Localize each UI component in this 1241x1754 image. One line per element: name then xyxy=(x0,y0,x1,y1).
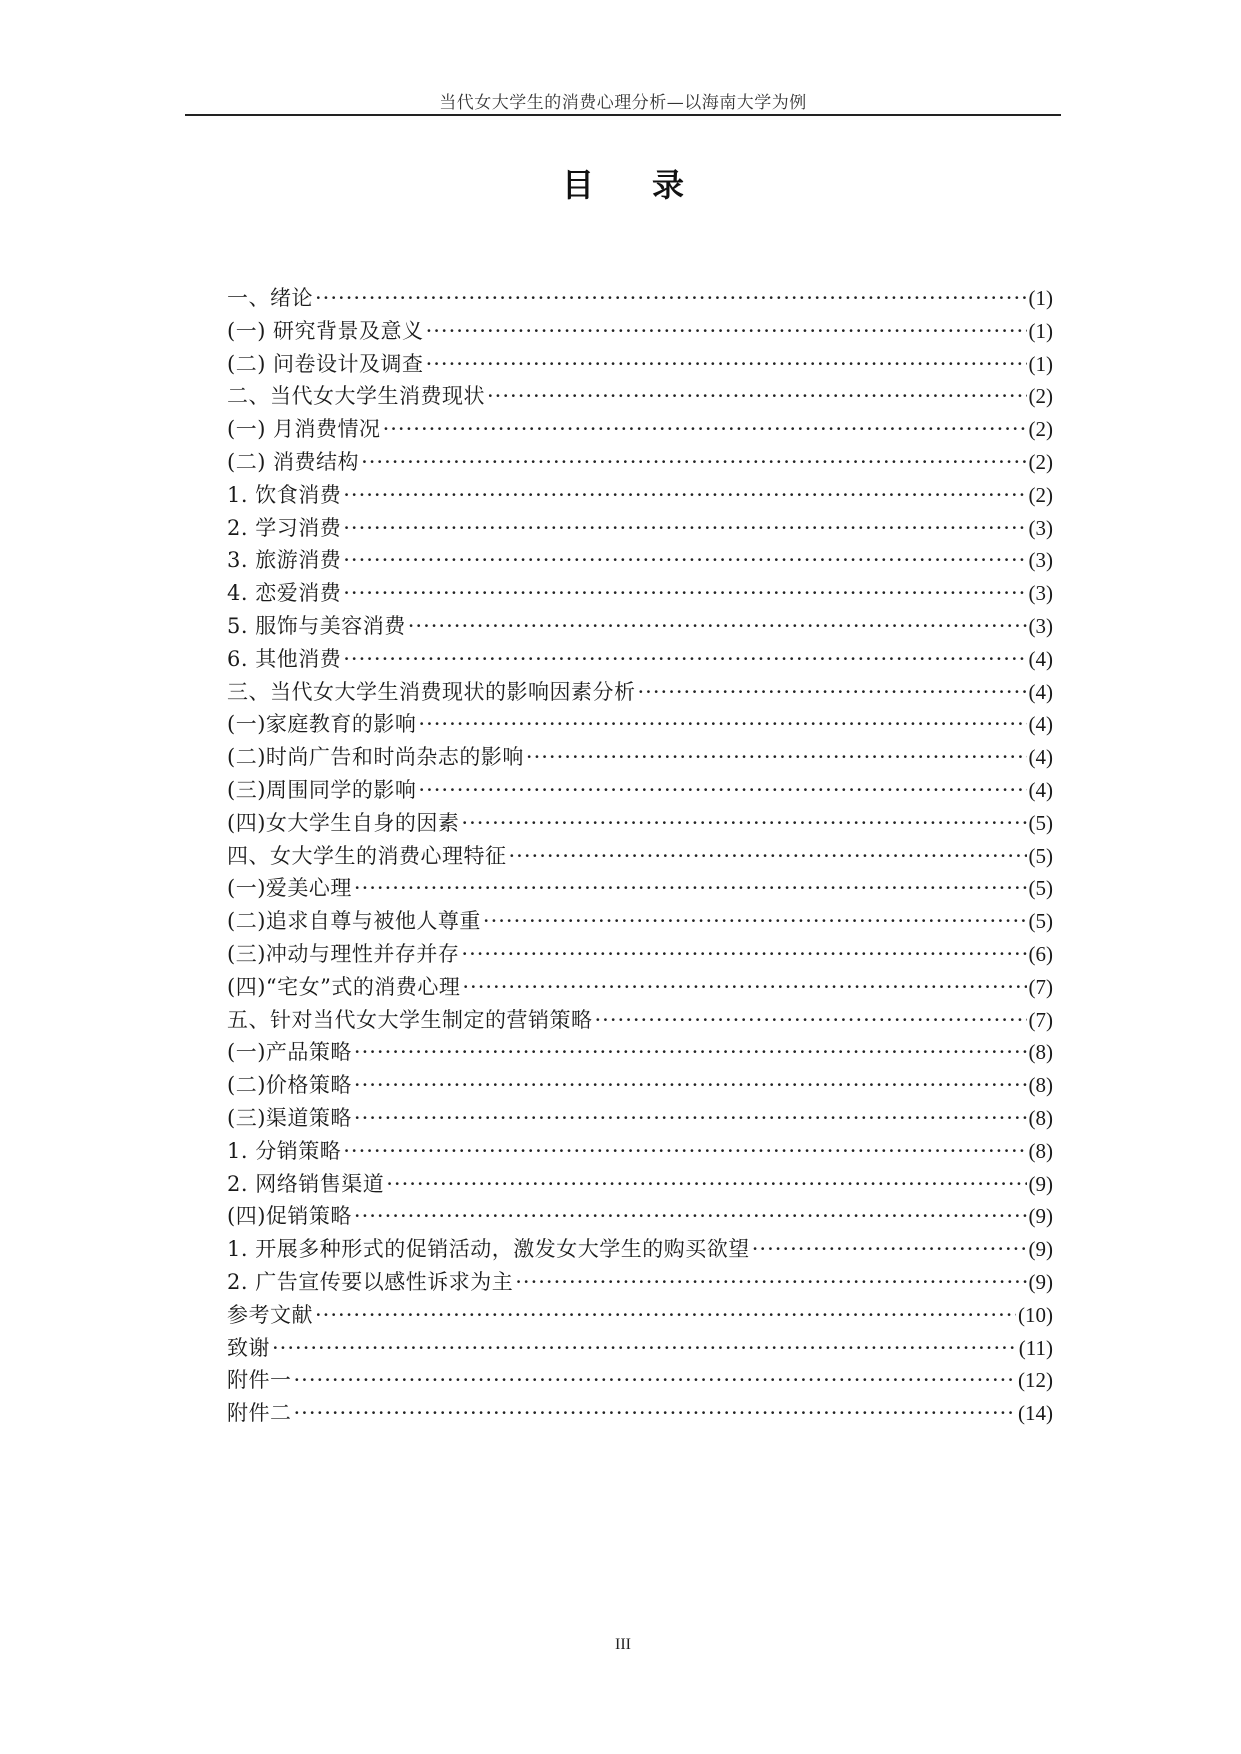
toc-entry-label: 致谢 xyxy=(227,1335,270,1360)
toc-entry[interactable] xyxy=(227,577,1053,610)
running-header-title: 当代女大学生的消费心理分析—以海南大学为例 xyxy=(439,93,807,113)
toc-leader-dots xyxy=(515,1266,1026,1299)
toc-entry-label: (一) 研究背景及意义 xyxy=(227,318,424,343)
toc-entry-page: (8) xyxy=(1028,1138,1053,1163)
toc-entry-label: (四)女大学生自身的因素 xyxy=(227,810,460,835)
toc-leader-dots xyxy=(418,774,1026,807)
toc-leader-dots xyxy=(752,1233,1027,1266)
toc-leader-dots xyxy=(408,610,1027,643)
toc-entry-label: (二) 问卷设计及调查 xyxy=(227,351,424,376)
toc-entry-page: (2) xyxy=(1028,482,1053,507)
toc-entry-page: (4) xyxy=(1028,745,1053,770)
page-number: III xyxy=(615,1636,631,1653)
toc-leader-dots xyxy=(354,872,1027,905)
toc-leader-dots xyxy=(462,971,1026,1004)
toc-leader-dots xyxy=(526,741,1027,774)
toc-leader-dots xyxy=(595,1004,1027,1037)
toc-entry-label: 3. 旅游消费 xyxy=(227,548,342,573)
toc-entry-label: (二) 消费结构 xyxy=(227,449,360,474)
toc-entry-page: (7) xyxy=(1028,974,1053,999)
toc-entry-label: 1. 饮食消费 xyxy=(227,482,342,507)
toc-entry[interactable] xyxy=(227,380,1053,413)
toc-entry-label: 五、针对当代女大学生制定的营销策略 xyxy=(227,1007,593,1032)
toc-entry-page: (3) xyxy=(1028,548,1053,573)
toc-entry-page: (1) xyxy=(1028,318,1053,343)
toc-leader-dots xyxy=(343,1135,1026,1168)
toc-entry[interactable] xyxy=(227,1004,1053,1037)
toc-entry-label: 附件二 xyxy=(227,1401,292,1426)
toc-leader-dots xyxy=(294,1364,1017,1397)
toc-entry-label: (一)产品策略 xyxy=(227,1040,352,1065)
toc-entry-page: (4) xyxy=(1028,679,1053,704)
toc-entry[interactable] xyxy=(227,676,1053,709)
toc-entry-label: 三、当代女大学生消费现状的影响因素分析 xyxy=(227,679,636,704)
toc-entry[interactable] xyxy=(227,413,1053,446)
toc-entry[interactable] xyxy=(227,708,1053,741)
toc-entry[interactable] xyxy=(227,1069,1053,1102)
toc-entry[interactable] xyxy=(227,1397,1053,1430)
toc-leader-dots xyxy=(461,807,1026,840)
toc-entry[interactable] xyxy=(227,610,1053,643)
toc-entry-label: 2. 网络销售渠道 xyxy=(227,1171,385,1196)
toc-entry-page: (7) xyxy=(1028,1007,1053,1032)
toc-entry-page: (9) xyxy=(1028,1269,1053,1294)
toc-entry-page: (4) xyxy=(1028,646,1053,671)
toc-entry[interactable] xyxy=(227,479,1053,512)
toc-entry-label: (三)周围同学的影响 xyxy=(227,777,417,802)
toc-entry-page: (9) xyxy=(1028,1171,1053,1196)
header-divider xyxy=(185,114,1061,116)
toc-entry-page: (12) xyxy=(1018,1368,1053,1393)
toc-entry-page: (5) xyxy=(1028,843,1053,868)
toc-entry-label: (二)时尚广告和时尚杂志的影响 xyxy=(227,745,524,770)
toc-leader-dots xyxy=(315,1299,1016,1332)
toc-leader-dots xyxy=(487,380,1027,413)
toc-entry-page: (11) xyxy=(1018,1335,1053,1360)
toc-leader-dots xyxy=(343,512,1026,545)
toc-entry-label: 二、当代女大学生消费现状 xyxy=(227,384,485,409)
toc-leader-dots xyxy=(483,905,1027,938)
toc-entry[interactable] xyxy=(227,1135,1053,1168)
toc-leader-dots xyxy=(343,544,1026,577)
toc-entry-page: (8) xyxy=(1028,1040,1053,1065)
toc-entry[interactable] xyxy=(227,774,1053,807)
toc-leader-dots xyxy=(343,577,1026,610)
toc-leader-dots xyxy=(354,1036,1027,1069)
toc-entry-page: (4) xyxy=(1028,712,1053,737)
toc-leader-dots xyxy=(315,282,1027,315)
toc-entry[interactable] xyxy=(227,446,1053,479)
toc-entry-page: (8) xyxy=(1028,1105,1053,1130)
toc-leader-dots xyxy=(294,1397,1017,1430)
toc-entry-label: (二)价格策略 xyxy=(227,1073,352,1098)
toc-entry[interactable] xyxy=(227,1266,1053,1299)
toc-entry-label: (一)家庭教育的影响 xyxy=(227,712,417,737)
toc-entry-page: (9) xyxy=(1028,1237,1053,1262)
toc-entry-page: (5) xyxy=(1028,810,1053,835)
toc-entry-label: (一) 月消费情况 xyxy=(227,417,381,442)
toc-entry-page: (4) xyxy=(1028,777,1053,802)
toc-leader-dots xyxy=(426,348,1027,381)
table-of-contents xyxy=(227,282,1053,1430)
toc-leader-dots xyxy=(426,315,1027,348)
toc-leader-dots xyxy=(638,676,1027,709)
toc-entry-label: 5. 服饰与美容消费 xyxy=(227,613,406,638)
toc-entry-page: (2) xyxy=(1028,417,1053,442)
toc-leader-dots xyxy=(354,1069,1027,1102)
toc-leader-dots xyxy=(272,1332,1017,1365)
toc-entry-label: (一)爱美心理 xyxy=(227,876,352,901)
toc-entry-page: (5) xyxy=(1028,876,1053,901)
toc-entry-page: (6) xyxy=(1028,941,1053,966)
toc-leader-dots xyxy=(354,1102,1027,1135)
toc-entry[interactable] xyxy=(227,905,1053,938)
toc-entry-label: 6. 其他消费 xyxy=(227,646,342,671)
toc-entry-label: (二)追求自尊与被他人尊重 xyxy=(227,909,481,934)
toc-entry-page: (2) xyxy=(1028,449,1053,474)
toc-entry-page: (1) xyxy=(1028,286,1053,310)
toc-entry-page: (3) xyxy=(1028,581,1053,606)
toc-entry-label: (三)渠道策略 xyxy=(227,1105,352,1130)
toc-leader-dots xyxy=(386,1168,1026,1201)
toc-entry[interactable] xyxy=(227,643,1053,676)
toc-entry-label: 一、绪论 xyxy=(227,286,313,310)
toc-entry[interactable] xyxy=(227,282,1053,315)
toc-entry-label: 4. 恋爱消费 xyxy=(227,581,342,606)
toc-entry-label: (四)“宅女”式的消费心理 xyxy=(227,974,461,999)
toc-entry-label: 2. 广告宣传要以感性诉求为主 xyxy=(227,1269,514,1294)
toc-entry-page: (1) xyxy=(1028,351,1053,376)
toc-entry-page: (9) xyxy=(1028,1204,1053,1229)
toc-leader-dots xyxy=(509,840,1027,873)
toc-entry[interactable] xyxy=(227,1233,1053,1266)
toc-entry-label: (四)促销策略 xyxy=(227,1204,352,1229)
toc-entry[interactable] xyxy=(227,512,1053,545)
toc-leader-dots xyxy=(418,708,1026,741)
toc-heading: 目录 xyxy=(561,166,742,204)
toc-leader-dots xyxy=(383,413,1027,446)
toc-entry-label: 1. 开展多种形式的促销活动，激发女大学生的购买欲望 xyxy=(227,1237,750,1262)
toc-entry[interactable] xyxy=(227,872,1053,905)
toc-entry[interactable] xyxy=(227,938,1053,971)
toc-entry[interactable] xyxy=(227,741,1053,774)
toc-entry[interactable] xyxy=(227,1364,1053,1397)
toc-leader-dots xyxy=(343,643,1026,676)
toc-entry-page: (5) xyxy=(1028,909,1053,934)
toc-entry[interactable] xyxy=(227,1036,1053,1069)
toc-entry[interactable] xyxy=(227,840,1053,873)
toc-entry-label: 2. 学习消费 xyxy=(227,515,342,540)
toc-leader-dots xyxy=(461,938,1026,971)
toc-entry-page: (10) xyxy=(1018,1302,1053,1327)
toc-entry-label: 参考文献 xyxy=(227,1302,313,1327)
toc-entry[interactable] xyxy=(227,1168,1053,1201)
toc-entry[interactable] xyxy=(227,348,1053,381)
toc-entry-page: (3) xyxy=(1028,515,1053,540)
toc-entry[interactable] xyxy=(227,1102,1053,1135)
toc-leader-dots xyxy=(343,479,1026,512)
toc-entry[interactable] xyxy=(227,971,1053,1004)
toc-entry-page: (14) xyxy=(1018,1401,1053,1426)
toc-entry-page: (3) xyxy=(1028,613,1053,638)
toc-entry-label: 附件一 xyxy=(227,1368,292,1393)
toc-entry-label: 四、女大学生的消费心理特征 xyxy=(227,843,507,868)
toc-leader-dots xyxy=(361,446,1026,479)
toc-entry[interactable] xyxy=(227,807,1053,840)
toc-entry[interactable] xyxy=(227,1200,1053,1233)
toc-entry-label: (三)冲动与理性并存并存 xyxy=(227,941,460,966)
toc-entry[interactable] xyxy=(227,544,1053,577)
toc-entry-page: (2) xyxy=(1028,384,1053,409)
toc-entry-label: 1. 分销策略 xyxy=(227,1138,342,1163)
toc-entry-page: (8) xyxy=(1028,1073,1053,1098)
toc-leader-dots xyxy=(354,1200,1027,1233)
toc-entry[interactable] xyxy=(227,1299,1053,1332)
toc-entry[interactable] xyxy=(227,1332,1053,1365)
toc-entry[interactable] xyxy=(227,315,1053,348)
